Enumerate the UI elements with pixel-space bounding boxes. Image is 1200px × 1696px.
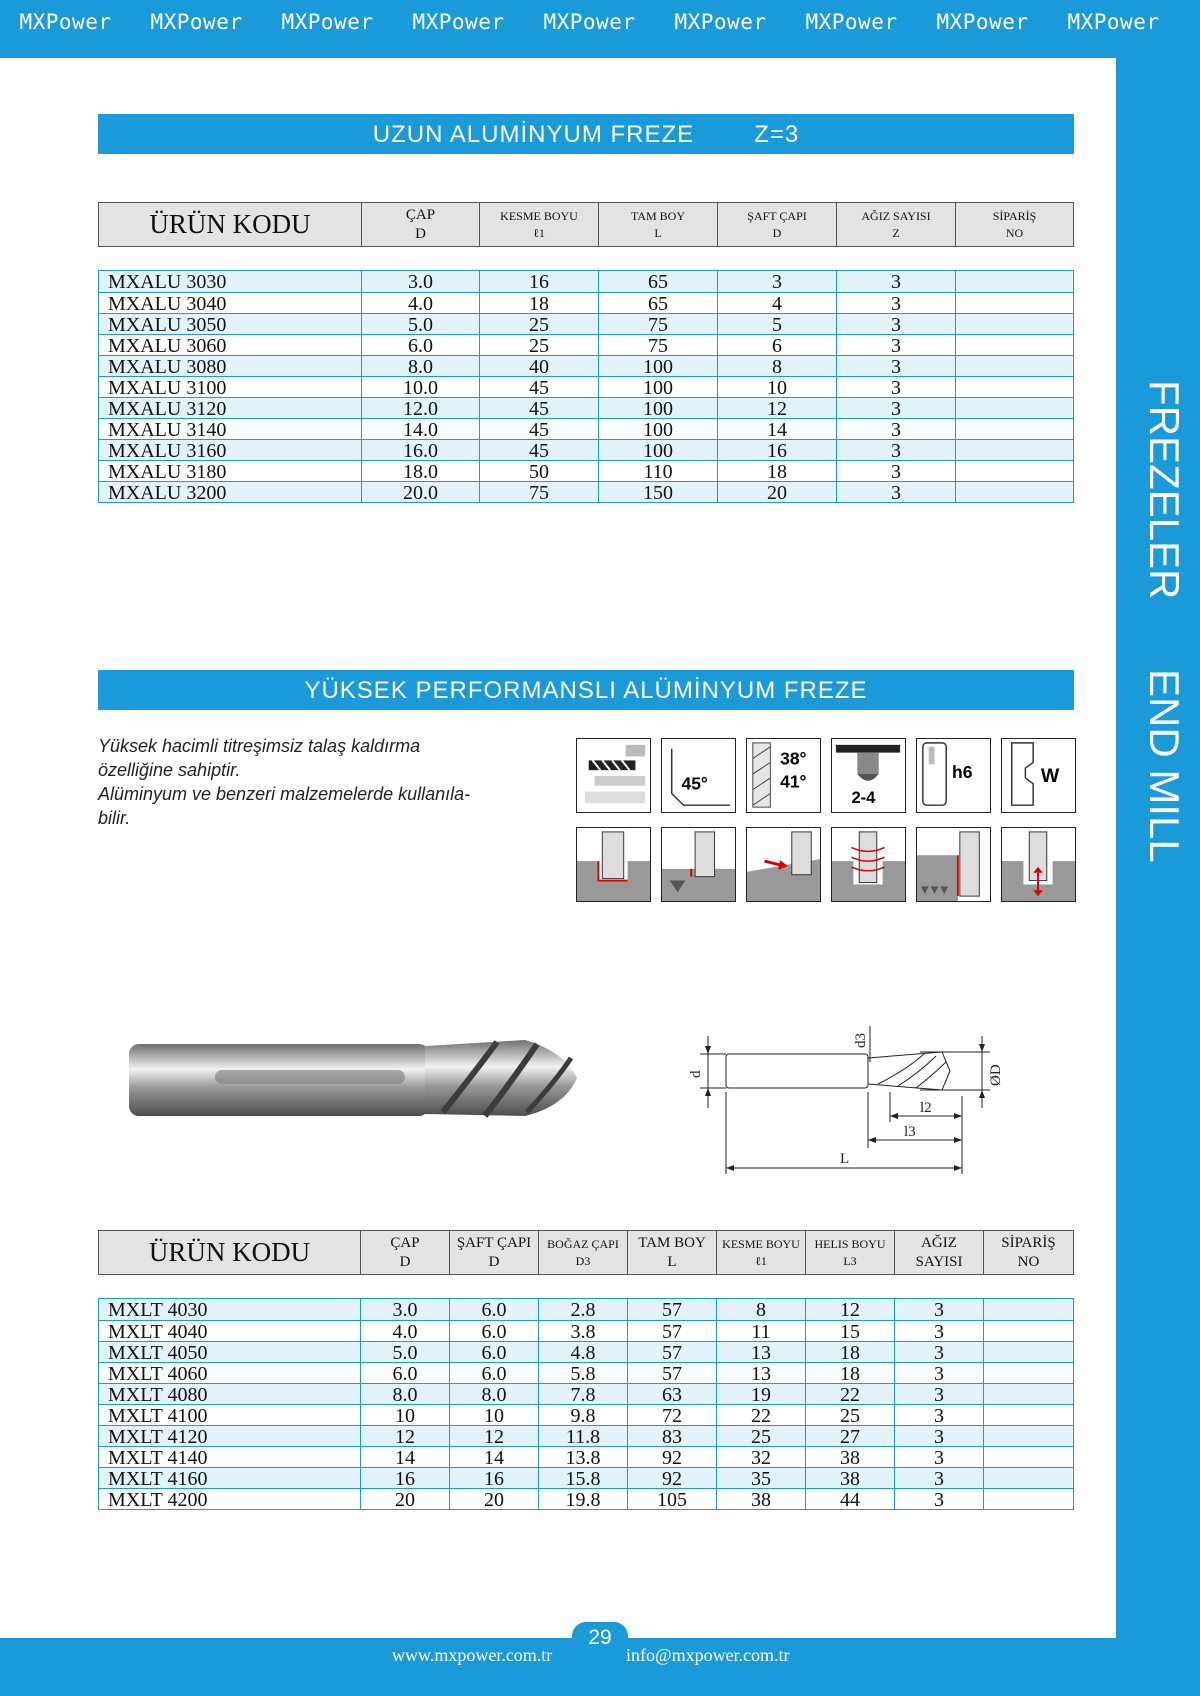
table-cell: 14 (449, 1447, 538, 1467)
product-code-cell: MXALU 3100 (108, 377, 227, 397)
label-l3: l3 (904, 1124, 916, 1140)
table-cell: 12 (449, 1426, 538, 1446)
table-cell: 22 (805, 1384, 894, 1404)
brand-mark: MXPower (412, 10, 505, 34)
shank-tolerance-icon (916, 738, 991, 813)
table-cell: 4.0 (361, 293, 479, 313)
table-cell: 100 (598, 356, 717, 376)
col-header: ÇAP D (360, 1231, 449, 1274)
table-row (99, 1467, 1073, 1488)
table-cell: 18 (805, 1342, 894, 1362)
table-cell (983, 1321, 1073, 1341)
table-cell: 92 (627, 1468, 716, 1488)
table-cell (955, 440, 1073, 460)
ramping-icon (746, 827, 821, 902)
table-cell: 12 (717, 398, 836, 418)
table-cell (983, 1468, 1073, 1488)
tolerance-label: h6 (952, 761, 973, 782)
table-cell: 16 (717, 440, 836, 460)
footer-email[interactable]: info@mxpower.com.tr (626, 1645, 790, 1665)
col-header: KESME BOYU ℓ1 (716, 1231, 805, 1274)
table-cell: 11 (716, 1321, 805, 1341)
table-row (99, 1404, 1073, 1425)
label-cut-diameter: ØD (988, 1064, 1004, 1086)
table-cell: 75 (598, 314, 717, 334)
table-row (99, 1488, 1073, 1509)
table-row (99, 313, 1073, 334)
table-cell (983, 1405, 1073, 1425)
table-cell: 7.8 (538, 1384, 627, 1404)
table-cell: 100 (598, 377, 717, 397)
table-cell: 3 (894, 1426, 983, 1446)
col-header: ÇAP D (361, 203, 479, 246)
table-cell: 5.0 (361, 314, 479, 334)
table-cell: 45 (479, 440, 598, 460)
table-cell: 3 (894, 1489, 983, 1509)
table-cell: 10 (449, 1405, 538, 1425)
product-code-cell: MXLT 4050 (108, 1342, 208, 1362)
table-cell: 14 (360, 1447, 449, 1467)
product-code-cell: MXALU 3160 (108, 440, 227, 460)
product-table-2 (98, 1230, 1074, 1510)
table-cell: 3 (894, 1299, 983, 1320)
description-line: Alüminyum ve benzeri malzemelerde kullanıla- (98, 784, 471, 804)
table-cell: 10 (360, 1405, 449, 1425)
brand-mark: MXPower (936, 10, 1029, 34)
section2-banner (98, 670, 1074, 710)
side-title-tr: FREZELER (1141, 380, 1188, 600)
table-cell (983, 1363, 1073, 1383)
table-cell (955, 419, 1073, 439)
table-cell: 38 (716, 1489, 805, 1509)
table-row (99, 481, 1073, 502)
table-cell (955, 314, 1073, 334)
table-cell: 45 (479, 419, 598, 439)
flute-count-icon (831, 738, 906, 813)
table-body (98, 1298, 1074, 1510)
table-cell: 83 (627, 1426, 716, 1446)
table-cell: 3 (836, 356, 955, 376)
description-line: bilir. (98, 808, 131, 828)
table-cell: 20 (717, 482, 836, 502)
product-code-cell: MXLT 4160 (108, 1468, 208, 1488)
table-header (98, 1230, 1074, 1275)
shank-type-label: W (1040, 764, 1060, 787)
table-row (99, 1446, 1073, 1467)
product-code-cell: MXALU 3080 (108, 356, 227, 376)
table-cell: 6.0 (449, 1321, 538, 1341)
table-cell: 44 (805, 1489, 894, 1509)
table-cell: 3.8 (538, 1321, 627, 1341)
table-cell: 32 (716, 1447, 805, 1467)
table-cell: 13 (716, 1363, 805, 1383)
table-cell: 3 (836, 419, 955, 439)
col-header: KESME BOYU ℓ1 (479, 203, 598, 246)
label-shank-diameter: d (688, 1070, 704, 1078)
table-cell: 20 (449, 1489, 538, 1509)
material-hatch-icon (576, 738, 651, 813)
table-cell: 25 (479, 314, 598, 334)
table-cell: 3.0 (361, 271, 479, 292)
table-cell (983, 1384, 1073, 1404)
table-cell: 8 (716, 1299, 805, 1320)
flute-count-label: 2-4 (851, 788, 876, 808)
table-row (99, 292, 1073, 313)
angle-label: 45° (681, 773, 708, 794)
table-cell (983, 1299, 1073, 1320)
table-cell: 150 (598, 482, 717, 502)
product-code-cell: MXLT 4140 (108, 1447, 208, 1467)
table-cell: 16 (360, 1468, 449, 1488)
product-code-cell: MXLT 4030 (108, 1299, 208, 1320)
table-cell: 5 (717, 314, 836, 334)
table-cell: 6 (717, 335, 836, 355)
table-cell: 18 (805, 1363, 894, 1383)
table-cell: 45 (479, 377, 598, 397)
brand-mark: MXPower (19, 10, 112, 34)
table-cell: 3 (836, 335, 955, 355)
table-cell: 3 (717, 271, 836, 292)
table-row (99, 1299, 1073, 1320)
table-cell (955, 398, 1073, 418)
table-cell: 16 (449, 1468, 538, 1488)
table-cell: 13 (716, 1342, 805, 1362)
helical-interpolation-icon (831, 827, 906, 902)
table-cell (983, 1489, 1073, 1509)
col-header: BOĞAZ ÇAPI D3 (538, 1231, 627, 1274)
col-header: ŞAFT ÇAPI D (717, 203, 836, 246)
table-body (98, 270, 1074, 503)
table-cell: 100 (598, 419, 717, 439)
col-header: ŞAFT ÇAPI D (449, 1231, 538, 1274)
product-table-1 (98, 202, 1074, 503)
table-cell: 63 (627, 1384, 716, 1404)
table-cell: 5.0 (360, 1342, 449, 1362)
table-cell: 5.8 (538, 1363, 627, 1383)
table-cell: 2.8 (538, 1299, 627, 1320)
table-cell: 18 (717, 461, 836, 481)
product-code-cell: MXALU 3030 (108, 271, 227, 292)
plunging-icon (1001, 827, 1076, 902)
section1-title: UZUN ALUMİNYUM FREZE (372, 121, 695, 148)
col-header: SİPARİŞ NO (983, 1231, 1073, 1274)
table-cell: 6.0 (360, 1363, 449, 1383)
table-cell (955, 377, 1073, 397)
table-header (98, 202, 1074, 247)
table-cell (983, 1342, 1073, 1362)
table-cell: 3 (894, 1342, 983, 1362)
table-row (99, 376, 1073, 397)
table-cell: 110 (598, 461, 717, 481)
label-l2: l2 (920, 1100, 932, 1116)
table-cell (983, 1426, 1073, 1446)
table-cell: 13.8 (538, 1447, 627, 1467)
table-cell: 3 (836, 482, 955, 502)
table-row (99, 460, 1073, 481)
table-cell: 50 (479, 461, 598, 481)
table-cell: 100 (598, 398, 717, 418)
table-cell: 6.0 (449, 1299, 538, 1320)
table-row (99, 271, 1073, 292)
product-code-cell: MXLT 4100 (108, 1405, 208, 1425)
label-overall-length: L (840, 1151, 850, 1167)
table-cell: 25 (716, 1426, 805, 1446)
section1-z: Z=3 (754, 121, 800, 148)
product-code-cell: MXALU 3200 (108, 482, 227, 502)
feature-icons (576, 738, 1076, 916)
table-cell: 4.8 (538, 1342, 627, 1362)
footer-website[interactable]: www.mxpower.com.tr (392, 1645, 553, 1665)
table-cell: 3 (836, 271, 955, 292)
end-mill-photo (125, 1012, 595, 1152)
table-cell: 65 (598, 271, 717, 292)
section1-banner (98, 114, 1074, 154)
product-code-cell: MXLT 4080 (108, 1384, 208, 1404)
table-row (99, 355, 1073, 376)
table-cell: 40 (479, 356, 598, 376)
table-cell: 3 (836, 398, 955, 418)
table-cell: 3 (894, 1363, 983, 1383)
product-code-cell: MXLT 4060 (108, 1363, 208, 1383)
table-cell: 57 (627, 1299, 716, 1320)
table-row (99, 397, 1073, 418)
product-code-cell: MXLT 4200 (108, 1489, 208, 1509)
table-cell: 45 (479, 398, 598, 418)
side-title-en: END MILL (1141, 669, 1188, 864)
section2-title: YÜKSEK PERFORMANSLI ALÜMİNYUM FREZE (304, 677, 868, 704)
table-cell: 72 (627, 1405, 716, 1425)
table-cell (955, 293, 1073, 313)
page-number: 29 (572, 1622, 628, 1652)
table-cell: 57 (627, 1363, 716, 1383)
table-cell: 10.0 (361, 377, 479, 397)
table-cell: 25 (479, 335, 598, 355)
brand-mark: MXPower (1067, 10, 1160, 34)
table-cell: 35 (716, 1468, 805, 1488)
table-cell (955, 335, 1073, 355)
table-cell: 75 (479, 482, 598, 502)
table-cell: 57 (627, 1342, 716, 1362)
table-cell: 10 (717, 377, 836, 397)
table-cell: 8.0 (449, 1384, 538, 1404)
table-cell: 6.0 (449, 1363, 538, 1383)
profiling-icon (916, 827, 991, 902)
label-neck-diameter: d3 (853, 1033, 869, 1048)
product-description (98, 734, 528, 830)
table-row (99, 1383, 1073, 1404)
table-cell: 18.0 (361, 461, 479, 481)
col-header: ÜRÜN KODU (149, 209, 311, 239)
table-cell: 8.0 (360, 1384, 449, 1404)
table-cell: 20.0 (361, 482, 479, 502)
col-header: TAM BOY L (627, 1231, 716, 1274)
product-code-cell: MXALU 3140 (108, 419, 227, 439)
col-header: HELIS BOYU L3 (805, 1231, 894, 1274)
helix-angle-2: 41° (780, 771, 807, 792)
col-header: SİPARİŞ NO (955, 203, 1073, 246)
table-cell: 14 (717, 419, 836, 439)
table-cell: 4.0 (360, 1321, 449, 1341)
table-cell (955, 356, 1073, 376)
table-cell: 16 (479, 271, 598, 292)
table-cell: 19.8 (538, 1489, 627, 1509)
brand-mark: MXPower (150, 10, 243, 34)
col-header: AĞIZ SAYISI Z (836, 203, 955, 246)
table-cell: 15 (805, 1321, 894, 1341)
table-cell: 3 (894, 1468, 983, 1488)
table-cell: 3 (836, 314, 955, 334)
table-cell: 12 (360, 1426, 449, 1446)
table-cell: 4 (717, 293, 836, 313)
col-header: TAM BOY L (598, 203, 717, 246)
table-cell: 14.0 (361, 419, 479, 439)
table-row (99, 334, 1073, 355)
table-cell: 22 (716, 1405, 805, 1425)
table-cell: 3 (894, 1384, 983, 1404)
weldon-shank-icon (1001, 738, 1076, 813)
product-code-cell: MXALU 3180 (108, 461, 227, 481)
table-cell: 8 (717, 356, 836, 376)
product-code-cell: MXALU 3060 (108, 335, 227, 355)
table-cell: 9.8 (538, 1405, 627, 1425)
table-cell: 75 (598, 335, 717, 355)
table-cell: 8.0 (361, 356, 479, 376)
side-title (1140, 380, 1188, 863)
table-cell (983, 1447, 1073, 1467)
table-cell: 11.8 (538, 1426, 627, 1446)
table-row (99, 418, 1073, 439)
table-row (99, 1425, 1073, 1446)
table-cell: 3 (836, 440, 955, 460)
product-code-cell: MXALU 3040 (108, 293, 227, 313)
table-cell: 100 (598, 440, 717, 460)
col-header: ÜRÜN KODU (148, 1237, 311, 1267)
chamfering-icon (661, 827, 736, 902)
table-cell (955, 461, 1073, 481)
product-code-cell: MXALU 3050 (108, 314, 227, 334)
table-cell: 3 (836, 293, 955, 313)
table-cell: 65 (598, 293, 717, 313)
brand-mark: MXPower (281, 10, 374, 34)
brand-mark: MXPower (543, 10, 636, 34)
table-cell: 6.0 (361, 335, 479, 355)
table-cell: 3 (894, 1405, 983, 1425)
table-cell: 15.8 (538, 1468, 627, 1488)
table-cell (955, 482, 1073, 502)
table-row (99, 1320, 1073, 1341)
table-cell: 3 (836, 377, 955, 397)
brand-mark: MXPower (805, 10, 898, 34)
table-cell: 12.0 (361, 398, 479, 418)
helix-angle-1: 38° (780, 748, 807, 769)
slotting-icon (576, 827, 651, 902)
table-cell (955, 271, 1073, 292)
table-cell: 27 (805, 1426, 894, 1446)
table-cell: 20 (360, 1489, 449, 1509)
brand-row (0, 10, 1200, 34)
table-row (99, 439, 1073, 460)
table-cell: 19 (716, 1384, 805, 1404)
table-cell: 105 (627, 1489, 716, 1509)
table-cell: 3 (836, 461, 955, 481)
table-cell: 3 (894, 1447, 983, 1467)
product-code-cell: MXLT 4120 (108, 1426, 208, 1446)
helix-angle-icon (746, 738, 821, 813)
technical-drawing (680, 1012, 1010, 1188)
product-code-cell: MXLT 4040 (108, 1321, 208, 1341)
description-line: özelliğine sahiptir. (98, 760, 241, 780)
table-cell: 3 (894, 1321, 983, 1341)
table-cell: 18 (479, 293, 598, 313)
chamfer-angle-icon (661, 738, 736, 813)
table-cell: 16.0 (361, 440, 479, 460)
table-row (99, 1362, 1073, 1383)
table-cell: 38 (805, 1447, 894, 1467)
table-cell: 6.0 (449, 1342, 538, 1362)
table-row (99, 1341, 1073, 1362)
brand-mark: MXPower (674, 10, 767, 34)
table-cell: 3.0 (360, 1299, 449, 1320)
table-cell: 25 (805, 1405, 894, 1425)
description-line: Yüksek hacimli titreşimsiz talaş kaldırma (98, 736, 421, 756)
product-code-cell: MXALU 3120 (108, 398, 227, 418)
table-cell: 57 (627, 1321, 716, 1341)
table-cell: 38 (805, 1468, 894, 1488)
table-cell: 92 (627, 1447, 716, 1467)
col-header: AĞIZ SAYISI (894, 1231, 983, 1274)
table-cell: 12 (805, 1299, 894, 1320)
